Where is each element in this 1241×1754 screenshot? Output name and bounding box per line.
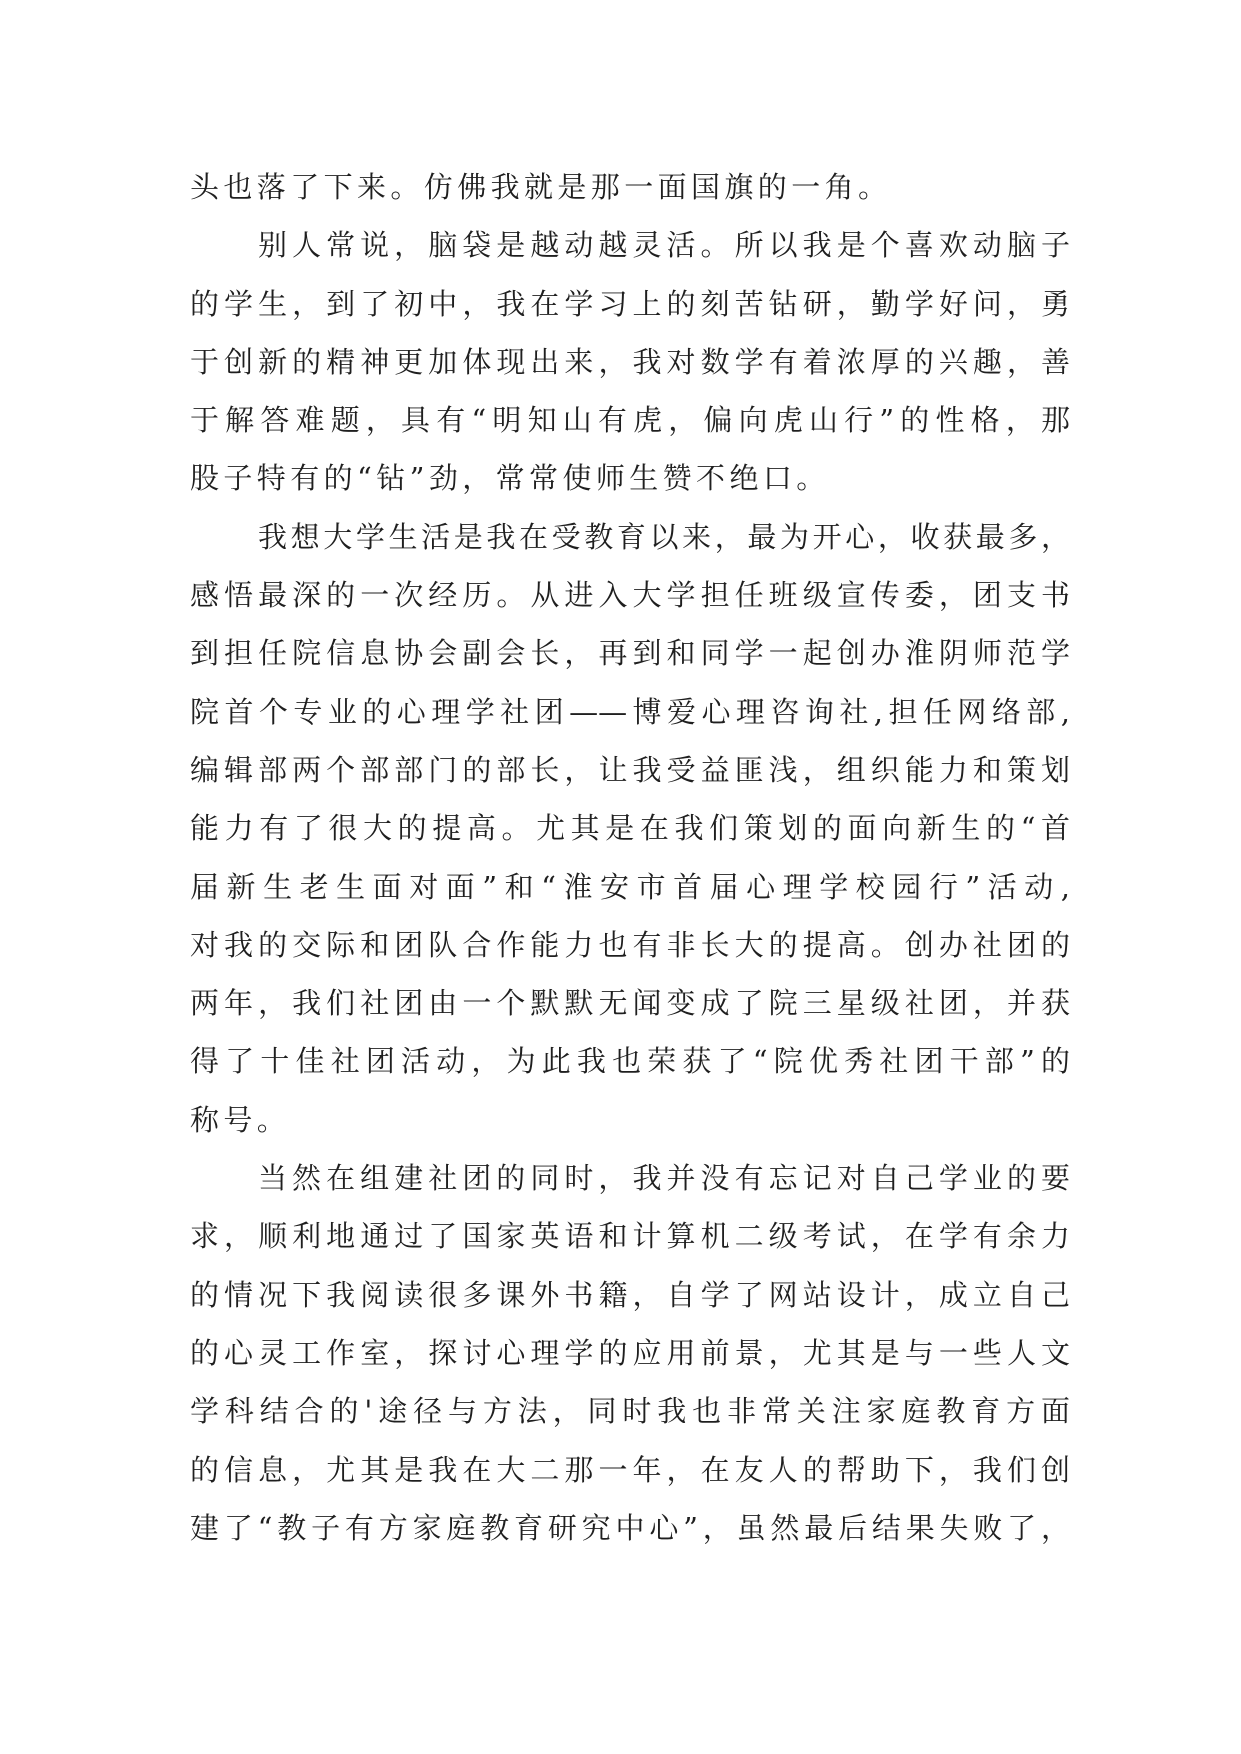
text-line: 的信息，尤其是我在大二那一年，在友人的帮助下，我们创 bbox=[190, 1452, 1070, 1487]
text-line: 于创新的精神更加体现出来，我对数学有着浓厚的兴趣，善 bbox=[190, 344, 1070, 379]
text-line: 到担任院信息协会副会长，再到和同学一起创办淮阴师范学 bbox=[190, 636, 1070, 671]
text-line: 别人常说，脑袋是越动越灵活。所以我是个喜欢动脑子 bbox=[258, 228, 1070, 263]
paragraph bbox=[190, 508, 1070, 1149]
text-line: 学科结合的'途径与方法，同时我也非常关注家庭教育方面 bbox=[190, 1394, 1070, 1429]
text-line: 编辑部两个部部门的部长，让我受益匪浅，组织能力和策划 bbox=[190, 752, 1070, 787]
text-line: 建了“教子有方家庭教育研究中心”，虽然最后结果失败了， bbox=[190, 1510, 1070, 1545]
text-line: 能力有了很大的提高。尤其是在我们策划的面向新生的“首 bbox=[190, 811, 1070, 846]
paragraph bbox=[190, 1149, 1070, 1557]
text-line: 的学生，到了初中，我在学习上的刻苦钻研，勤学好问，勇 bbox=[190, 286, 1070, 321]
paragraph bbox=[190, 216, 1070, 507]
text-line: 头也落了下来。仿佛我就是那一面国旗的一角。 bbox=[190, 170, 892, 204]
text-line: 求，顺利地通过了国家英语和计算机二级考试，在学有余力 bbox=[190, 1219, 1070, 1254]
body-text bbox=[190, 158, 1070, 1557]
text-line: 对我的交际和团队合作能力也有非长大的提高。创办社团的 bbox=[190, 927, 1070, 962]
text-line: 感悟最深的一次经历。从进入大学担任班级宣传委，团支书 bbox=[190, 578, 1070, 613]
text-line: 我想大学生活是我在受教育以来，最为开心，收获最多， bbox=[258, 519, 1070, 554]
paragraph bbox=[190, 158, 1070, 216]
text-line: 的心灵工作室，探讨心理学的应用前景，尤其是与一些人文 bbox=[190, 1335, 1070, 1370]
text-line: 的情况下我阅读很多课外书籍，自学了网站设计，成立自己 bbox=[190, 1277, 1070, 1312]
text-line: 届新生老生面对面”和“淮安市首届心理学校园行”活动, bbox=[190, 869, 1070, 904]
text-line: 当然在组建社团的同时，我并没有忘记对自己学业的要 bbox=[258, 1161, 1070, 1196]
text-line: 两年，我们社团由一个默默无闻变成了院三星级社团，并获 bbox=[190, 986, 1070, 1021]
text-line: 于解答难题，具有“明知山有虎，偏向虎山行”的性格，那 bbox=[190, 403, 1070, 438]
text-line: 股子特有的“钻”劲，常常使师生赞不绝口。 bbox=[190, 461, 830, 496]
text-line: 院首个专业的心理学社团——博爱心理咨询社,担任网络部, bbox=[190, 694, 1070, 729]
text-line: 得了十佳社团活动，为此我也荣获了“院优秀社团干部”的 bbox=[190, 1044, 1070, 1079]
text-line: 称号。 bbox=[190, 1102, 291, 1137]
